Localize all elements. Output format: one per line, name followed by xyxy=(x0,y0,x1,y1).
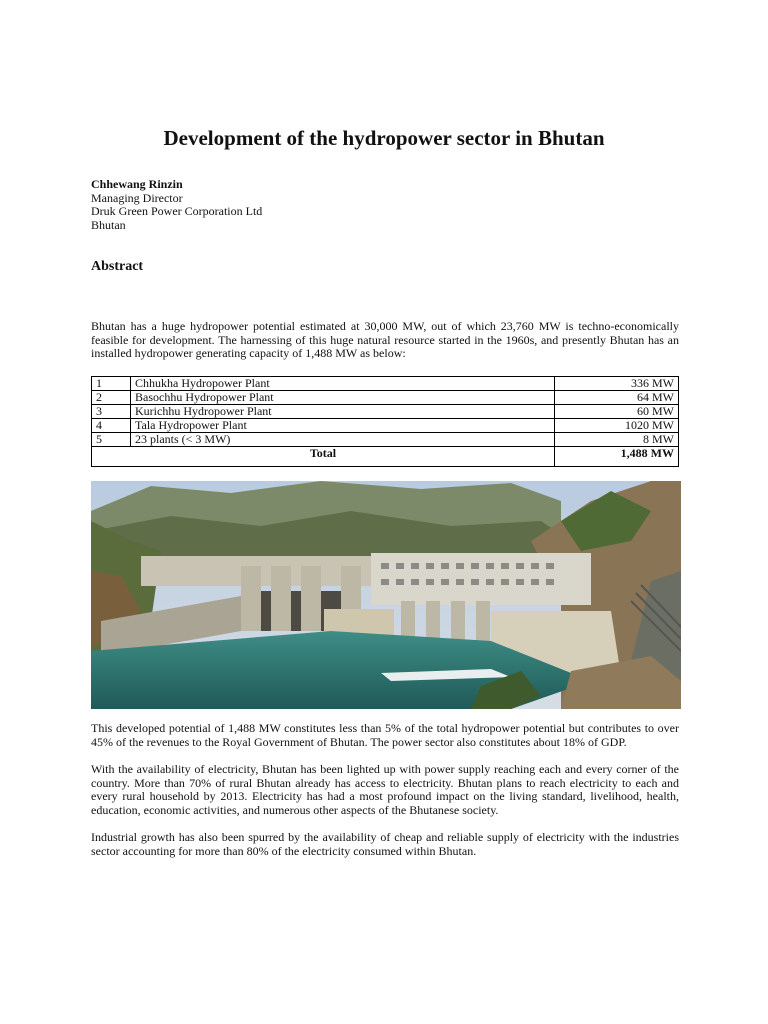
author-country: Bhutan xyxy=(91,217,126,232)
author-position: Managing Director xyxy=(91,190,183,205)
table-total-row xyxy=(92,447,679,467)
author-organization: Druk Green Power Corporation Ltd xyxy=(91,204,263,218)
table-row xyxy=(92,377,679,391)
total-value: 1,488 MW xyxy=(555,447,679,467)
plant-name: Basochhu Hydropower Plant xyxy=(131,391,555,405)
author-name: Chhewang Rinzin xyxy=(91,177,183,191)
row-number: 2 xyxy=(92,391,131,405)
row-number: 1 xyxy=(92,377,131,391)
table-row xyxy=(92,391,679,405)
row-number: 5 xyxy=(92,433,131,447)
plant-name: 23 plants (< 3 MW) xyxy=(131,433,555,447)
author-block xyxy=(91,178,262,232)
document-title: Development of the hydropower sector in Bhutan xyxy=(163,126,605,150)
paragraph-industry: Industrial growth has also been spurred by the availability of cheap and reliable supply of electricity with the industries sector accounting for more than 80% of the electricity consumed within Bhutan. xyxy=(91,830,679,858)
dam-photo xyxy=(91,481,681,709)
plant-capacity: 1020 MW xyxy=(555,419,679,433)
plant-name: Tala Hydropower Plant xyxy=(131,419,555,433)
plant-capacity: 60 MW xyxy=(555,405,679,419)
plant-capacity: 8 MW xyxy=(555,433,679,447)
plant-name: Kurichhu Hydropower Plant xyxy=(131,405,555,419)
plant-name: Chhukha Hydropower Plant xyxy=(131,377,555,391)
hydropower-plants-table xyxy=(91,376,679,467)
row-number: 4 xyxy=(92,419,131,433)
table-row xyxy=(92,419,679,433)
paragraph-revenue: This developed potential of 1,488 MW constitutes less than 5% of the total hydropower potential but contributes to over 45% of the revenues to the Royal Government of Bhutan. The power sector also constitutes about 18% of GDP. xyxy=(91,721,679,749)
total-label: Total xyxy=(92,447,555,467)
paragraph-intro: Bhutan has a huge hydropower potential estimated at 30,000 MW, out of which 23,760 MW is techno-economically feasible for development. The harnessing of this huge natural resource started in the 1960s, and presently Bhutan has an installed hydropower generating capacity of 1,488 MW as below: xyxy=(91,319,679,361)
table-row xyxy=(92,405,679,419)
plant-capacity: 336 MW xyxy=(555,377,679,391)
paragraph-electrification: With the availability of electricity, Bhutan has been lighted up with power supply reaching each and every corner of the country. More than 70% of rural Bhutan already has access to electricity. Bhutan plans to reach electricity to each and every rural household by 2013. Electricity has had a most profound impact on the living standard, livelihood, health, education, economic activities, and numerous other aspects of the Bhutanese society. xyxy=(91,762,679,818)
abstract-heading: Abstract xyxy=(91,259,144,274)
plant-capacity: 64 MW xyxy=(555,391,679,405)
table-row xyxy=(92,433,679,447)
row-number: 3 xyxy=(92,405,131,419)
